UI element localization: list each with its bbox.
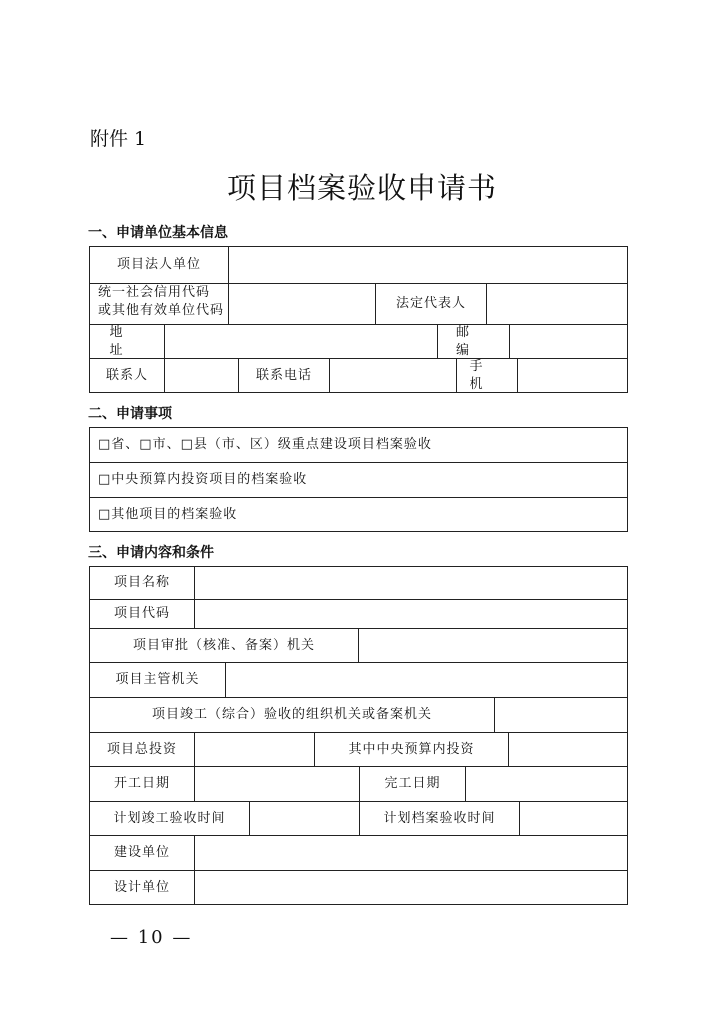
table-row — [90, 802, 627, 836]
legal-rep-label: 法定代表人 — [376, 284, 487, 324]
credit-code-line1: 统一社会信用代码 — [98, 285, 211, 300]
central-investment-label: 其中中央预算内投资 — [315, 733, 509, 766]
address-text: 地 址 — [109, 324, 145, 358]
attachment-label: 附件 1 — [90, 128, 147, 150]
application-items-table — [89, 427, 628, 532]
approval-authority-label: 项目审批（核准、备案）机关 — [90, 629, 359, 662]
item-other[interactable] — [90, 498, 627, 531]
section3-heading: 三、申请内容和条件 — [88, 545, 214, 561]
phone-field[interactable] — [330, 359, 457, 392]
project-name-field[interactable] — [195, 567, 627, 599]
table-row — [90, 836, 627, 871]
approval-authority-field[interactable] — [359, 629, 627, 662]
table-row — [90, 629, 627, 663]
total-investment-field[interactable] — [195, 733, 315, 766]
end-date-field[interactable] — [466, 767, 627, 801]
item-text: □中央预算内投资项目的档案验收 — [98, 472, 308, 487]
table-row — [90, 871, 627, 904]
table-row — [90, 567, 627, 600]
legal-entity-label: 项目法人单位 — [90, 247, 229, 283]
credit-code-field[interactable] — [229, 284, 376, 324]
end-date-label: 完工日期 — [360, 767, 466, 801]
table-row — [90, 733, 627, 767]
postcode-field[interactable] — [510, 325, 627, 358]
address-field[interactable] — [165, 325, 438, 358]
project-name-label: 项目名称 — [90, 567, 195, 599]
total-investment-label: 项目总投资 — [90, 733, 195, 766]
contact-label: 联系人 — [90, 359, 165, 392]
planned-completion-field[interactable] — [250, 802, 360, 835]
section1-heading: 一、申请单位基本信息 — [88, 225, 228, 241]
table-row — [90, 359, 627, 392]
contact-field[interactable] — [165, 359, 239, 392]
legal-entity-field[interactable] — [229, 247, 627, 283]
design-unit-field[interactable] — [195, 871, 627, 904]
postcode-label — [438, 325, 510, 358]
table-row — [90, 498, 627, 531]
design-unit-label: 设计单位 — [90, 871, 195, 904]
planned-archive-label: 计划档案验收时间 — [360, 802, 520, 835]
phone-label: 联系电话 — [239, 359, 330, 392]
table-row — [90, 698, 627, 733]
supervising-authority-label: 项目主管机关 — [90, 663, 226, 697]
completion-org-label: 项目竣工（综合）验收的组织机关或备案机关 — [90, 698, 495, 732]
table-row — [90, 600, 627, 629]
project-code-field[interactable] — [195, 600, 627, 628]
table-row — [90, 325, 627, 359]
table-row — [90, 247, 627, 284]
item-central-budget[interactable] — [90, 463, 627, 497]
completion-org-field[interactable] — [495, 698, 627, 732]
start-date-field[interactable] — [195, 767, 360, 801]
start-date-label: 开工日期 — [90, 767, 195, 801]
item-text: □其他项目的档案验收 — [98, 506, 238, 522]
mobile-text: 手 机 — [469, 358, 505, 392]
supervising-authority-field[interactable] — [226, 663, 627, 697]
legal-rep-field[interactable] — [487, 284, 627, 324]
postcode-text: 邮 编 — [455, 324, 491, 358]
construction-unit-label: 建设单位 — [90, 836, 195, 870]
page-title: 项目档案验收申请书 — [226, 171, 497, 205]
construction-unit-field[interactable] — [195, 836, 627, 870]
item-text: □省、□市、□县（市、区）级重点建设项目档案验收 — [98, 437, 432, 452]
item-key-project[interactable] — [90, 428, 627, 462]
planned-completion-label: 计划竣工验收时间 — [90, 802, 250, 835]
table-row — [90, 767, 627, 802]
table-row — [90, 428, 627, 463]
basic-info-table — [89, 246, 628, 393]
planned-archive-field[interactable] — [520, 802, 627, 835]
project-code-label: 项目代码 — [90, 600, 195, 628]
credit-code-line2: 或其他有效单位代码 — [98, 303, 225, 318]
address-label — [90, 325, 165, 358]
section2-heading: 二、申请事项 — [88, 406, 172, 422]
table-row — [90, 284, 627, 325]
table-row — [90, 463, 627, 498]
page-number: — 10 — — [110, 927, 193, 948]
credit-code-label — [90, 284, 229, 324]
mobile-label — [457, 359, 518, 392]
table-row — [90, 663, 627, 698]
mobile-field[interactable] — [518, 359, 627, 392]
central-investment-field[interactable] — [509, 733, 627, 766]
application-content-table — [89, 566, 628, 905]
